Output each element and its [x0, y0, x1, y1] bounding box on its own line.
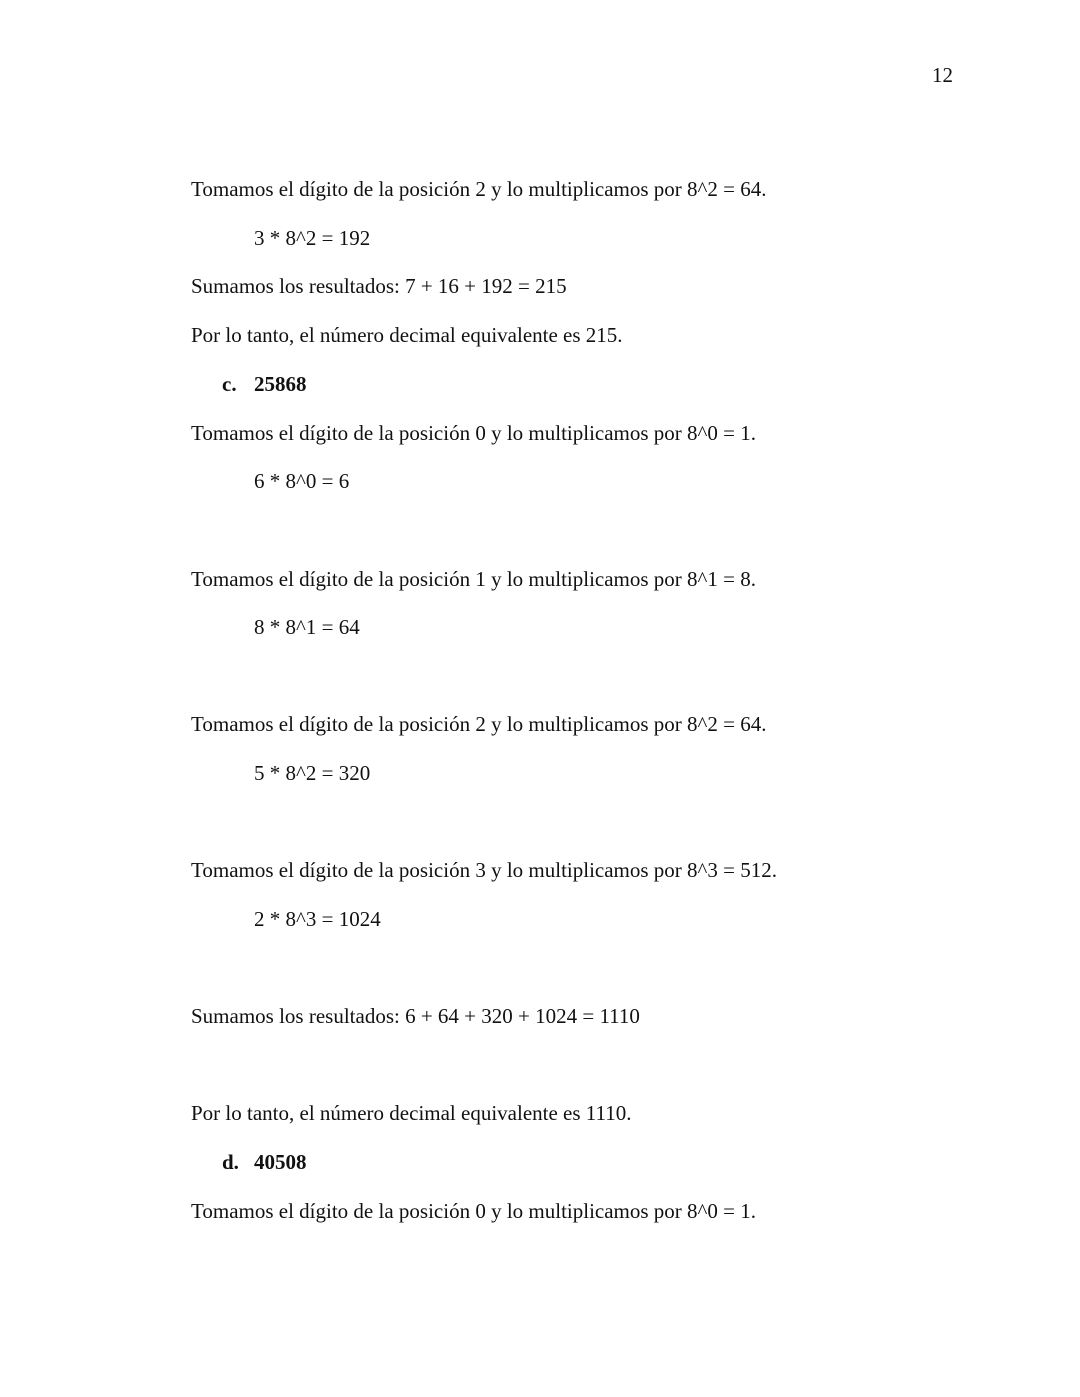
paragraph-line: Tomamos el dígito de la posición 0 y lo multiplicamos por 8^0 = 1. — [191, 1199, 757, 1223]
heading-letter: d. — [222, 1150, 239, 1174]
equation-line: 6 * 8^0 = 6 — [254, 469, 350, 493]
heading-number: 25868 — [254, 372, 307, 396]
paragraph-line: Tomamos el dígito de la posición 1 y lo multiplicamos por 8^1 = 8. — [191, 567, 757, 591]
section-heading-d — [222, 1149, 307, 1175]
paragraph-line: Tomamos el dígito de la posición 2 y lo multiplicamos por 8^2 = 64. — [191, 177, 767, 201]
paragraph-line: Sumamos los resultados: 6 + 64 + 320 + 1024 = 1110 — [191, 1004, 640, 1028]
paragraph-line: Sumamos los resultados: 7 + 16 + 192 = 215 — [191, 274, 567, 298]
equation-line: 5 * 8^2 = 320 — [254, 761, 371, 785]
paragraph-line: Por lo tanto, el número decimal equivalente es 1110. — [191, 1101, 632, 1125]
paragraph-line: Tomamos el dígito de la posición 3 y lo multiplicamos por 8^3 = 512. — [191, 858, 778, 882]
equation-line: 2 * 8^3 = 1024 — [254, 907, 381, 931]
page-number: 12 — [932, 63, 953, 87]
equation-line: 8 * 8^1 = 64 — [254, 615, 360, 639]
paragraph-line: Tomamos el dígito de la posición 2 y lo multiplicamos por 8^2 = 64. — [191, 712, 767, 736]
equation-line: 3 * 8^2 = 192 — [254, 226, 371, 250]
heading-number: 40508 — [254, 1150, 307, 1174]
heading-letter: c. — [222, 372, 237, 396]
paragraph-line: Tomamos el dígito de la posición 0 y lo multiplicamos por 8^0 = 1. — [191, 421, 757, 445]
section-heading-c — [222, 371, 307, 397]
paragraph-line: Por lo tanto, el número decimal equivalente es 215. — [191, 323, 623, 347]
